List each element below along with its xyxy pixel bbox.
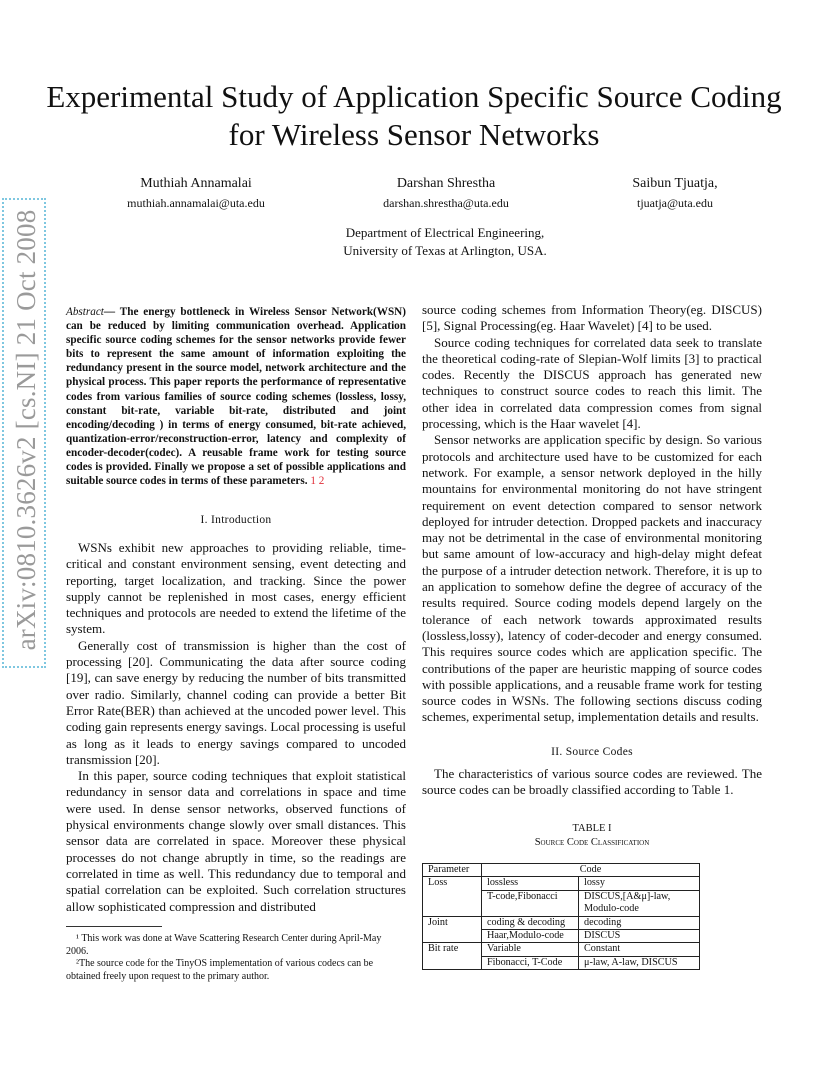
table-cell: Bit rate <box>423 943 482 956</box>
paragraph: Sensor networks are application specific by design. So various protocols and architecture used have to be customized for each network. For example, a sensor network deployed in the hilly mountains for environmental monitoring do not have stringent requirement on event detection compared to sensor network deployed for intruder detection. Dropped packets and inaccuracy may not be detrimental in the case of environmental monitoring but same amount of low-accuracy and high-delay might defeat the purpose of a intruder detection network. Therefore, it is up to an application to somehow define the degree of accuracy of the results required. Source coding models depend largely on the tolerance of each network towards approximated results (lossless,lossy), latency of coder-decoder and energy consumed. This requires source codes which are application specific. The contributions of the paper are heuristic mapping of source codes with possible applications, and a reusable frame work for testing source codes in WSNs. The following sections discuss coding schemes, experimental setup, implementation details and results. <box>422 432 762 725</box>
table-cell: Modulo-code <box>579 903 700 916</box>
source-code-table <box>422 863 700 970</box>
author-block-1 <box>96 175 296 211</box>
right-column-body <box>422 302 762 726</box>
table-cell <box>423 930 482 943</box>
author-email: tjuatja@uta.edu <box>636 196 714 210</box>
paragraph: The characteristics of various source codes are reviewed. The source codes can be broadly classified according to Table 1. <box>422 766 762 798</box>
table-header-cell: Parameter <box>423 864 482 877</box>
table-cell: Variable <box>482 943 579 956</box>
affiliation-line: Department of Electrical Engineering, <box>345 225 545 240</box>
section-heading: I. Introduction <box>200 514 272 526</box>
table-row <box>423 943 700 956</box>
table-row <box>423 890 700 903</box>
table-cell: decoding <box>579 916 700 929</box>
table-cell: coding & decoding <box>482 916 579 929</box>
author-name: Muthiah Annamalai <box>140 176 252 191</box>
arxiv-identifier: arXiv:0810.3626v2 [cs.NI] 21 Oct 2008 <box>2 198 46 668</box>
table-cell <box>423 956 482 969</box>
paper-title: Experimental Study of Application Specific Source Coding for Wireless Sensor Networks <box>46 79 782 152</box>
author-email: muthiah.annamalai@uta.edu <box>127 196 265 210</box>
paragraph: Generally cost of transmission is higher than the cost of processing [20]. Communicating the data after source coding [19], can save energy by reducing the number of bits transmitted over radio. Similarly, channel coding can provide a better Bit Error Rate(BER) than achieved at the uncoded power level. This coding gain represents energy savings. Local processing is useful as long as it leads to energy savings compared to uncoded transmission [20]. <box>66 637 406 767</box>
author-name: Darshan Shrestha <box>396 176 496 191</box>
table-cell: Loss <box>423 877 482 890</box>
table-caption <box>422 822 762 850</box>
table-header-cell: Code <box>482 864 700 877</box>
table-cell: Joint <box>423 916 482 929</box>
author-name: Saibun Tjuatja, <box>632 176 718 191</box>
paragraph: source coding schemes from Information Theory(eg. DISCUS) [5], Signal Processing(eg. Haar Wavelet) [4] to be used. <box>422 302 762 334</box>
table-cell: μ-law, A-law, DISCUS <box>579 956 700 969</box>
table-cell: Fibonacci, T-Code <box>482 956 579 969</box>
section2-body <box>422 766 762 799</box>
table-cell <box>423 903 482 916</box>
abstract <box>66 305 406 488</box>
table-cell: Haar,Modulo-code <box>482 930 579 943</box>
table-cell: lossy <box>579 877 700 890</box>
left-column-body <box>66 540 406 915</box>
abstract-label: Abstract <box>66 306 104 318</box>
footnote: ²The source code for the TinyOS implementation of various codecs can be obtained freely upon request to the primary author. <box>66 958 374 982</box>
footnote-rule <box>66 926 162 927</box>
paragraph: WSNs exhibit new approaches to providing reliable, time-critical and constant environment sensing, event detecting and reporting, target localization, and tracking. Since the power supply cannot be replenished in most cases, energy efficient techniques and protocols are needed to extend the lifetime of the system. <box>66 540 406 637</box>
table-label: TABLE I <box>572 823 612 834</box>
section-heading: II. Source Codes <box>551 746 633 758</box>
table-cell: DISCUS,[A&μ]-law, <box>579 890 700 903</box>
table-cell: Constant <box>579 943 700 956</box>
table-cell: lossless <box>482 877 579 890</box>
author-block-2 <box>346 175 546 211</box>
table-row <box>423 956 700 969</box>
footnote-links[interactable]: 1 2 <box>310 475 325 488</box>
footnotes <box>66 933 406 983</box>
affiliation <box>300 224 590 260</box>
affiliation-line: University of Texas at Arlington, USA. <box>343 243 547 258</box>
table-cell <box>423 890 482 903</box>
footnote: ¹ This work was done at Wave Scattering Research Center during April-May 2006. <box>66 933 382 957</box>
table-row <box>423 877 700 890</box>
table-row <box>423 930 700 943</box>
table-cell: T-code,Fibonacci <box>482 890 579 903</box>
table-header-row <box>423 864 700 877</box>
table-cell <box>482 903 579 916</box>
author-email: darshan.shrestha@uta.edu <box>383 196 509 210</box>
table-row <box>423 916 700 929</box>
paragraph: Source coding techniques for correlated data seek to translate the theoretical coding-rate of Slepian-Wolf limits [3] to practical codes. Recently the DISCUS approach has generated new techniques to construct source codes to reach this limit. The other idea in correlated data compression comes from signal processing, which is the Haar wavelet [4]. <box>422 334 762 432</box>
table-cell: DISCUS <box>579 930 700 943</box>
abstract-text: — The energy bottleneck in Wireless Sensor Network(WSN) can be reduced by limiting communication overhead. Application specific source coding schemes for the sensor networks provide fewer bits to represent the same amount of information exploiting the redundancy present in the source model, network architecture and the physical process. This paper reports the performance of representative codes from various families of source coding schemes (lossless, lossy, constant bit-rate, variable bit-rate, distributed and joint encoding/decoding ) in terms of energy consumed, bit-rate achieved, quantization-error/reconstruction-error, latency and complexity of encoder-decoder(codec). A reusable frame work for testing source codes is provided. Finally we propose a set of possible applications and suitable source codes in terms of these parameters. <box>66 306 406 488</box>
table-title: Source Code Classification <box>534 837 650 848</box>
paragraph: In this paper, source coding techniques that exploit statistical redundancy in sensor data and correlations in space and time were used. In dense sensor networks, observed functions of physical environments change slowly over small distances. This sensor data are correlated in space. Moreover these physical processes do not change abruptly in time, so the readings are correlated in time as well. This redundancy due to temporal and spatial correlation can be exploited. Such correlation structures allow sophisticated compression and distributed <box>66 768 406 914</box>
table-row <box>423 903 700 916</box>
author-block-3 <box>590 175 760 211</box>
